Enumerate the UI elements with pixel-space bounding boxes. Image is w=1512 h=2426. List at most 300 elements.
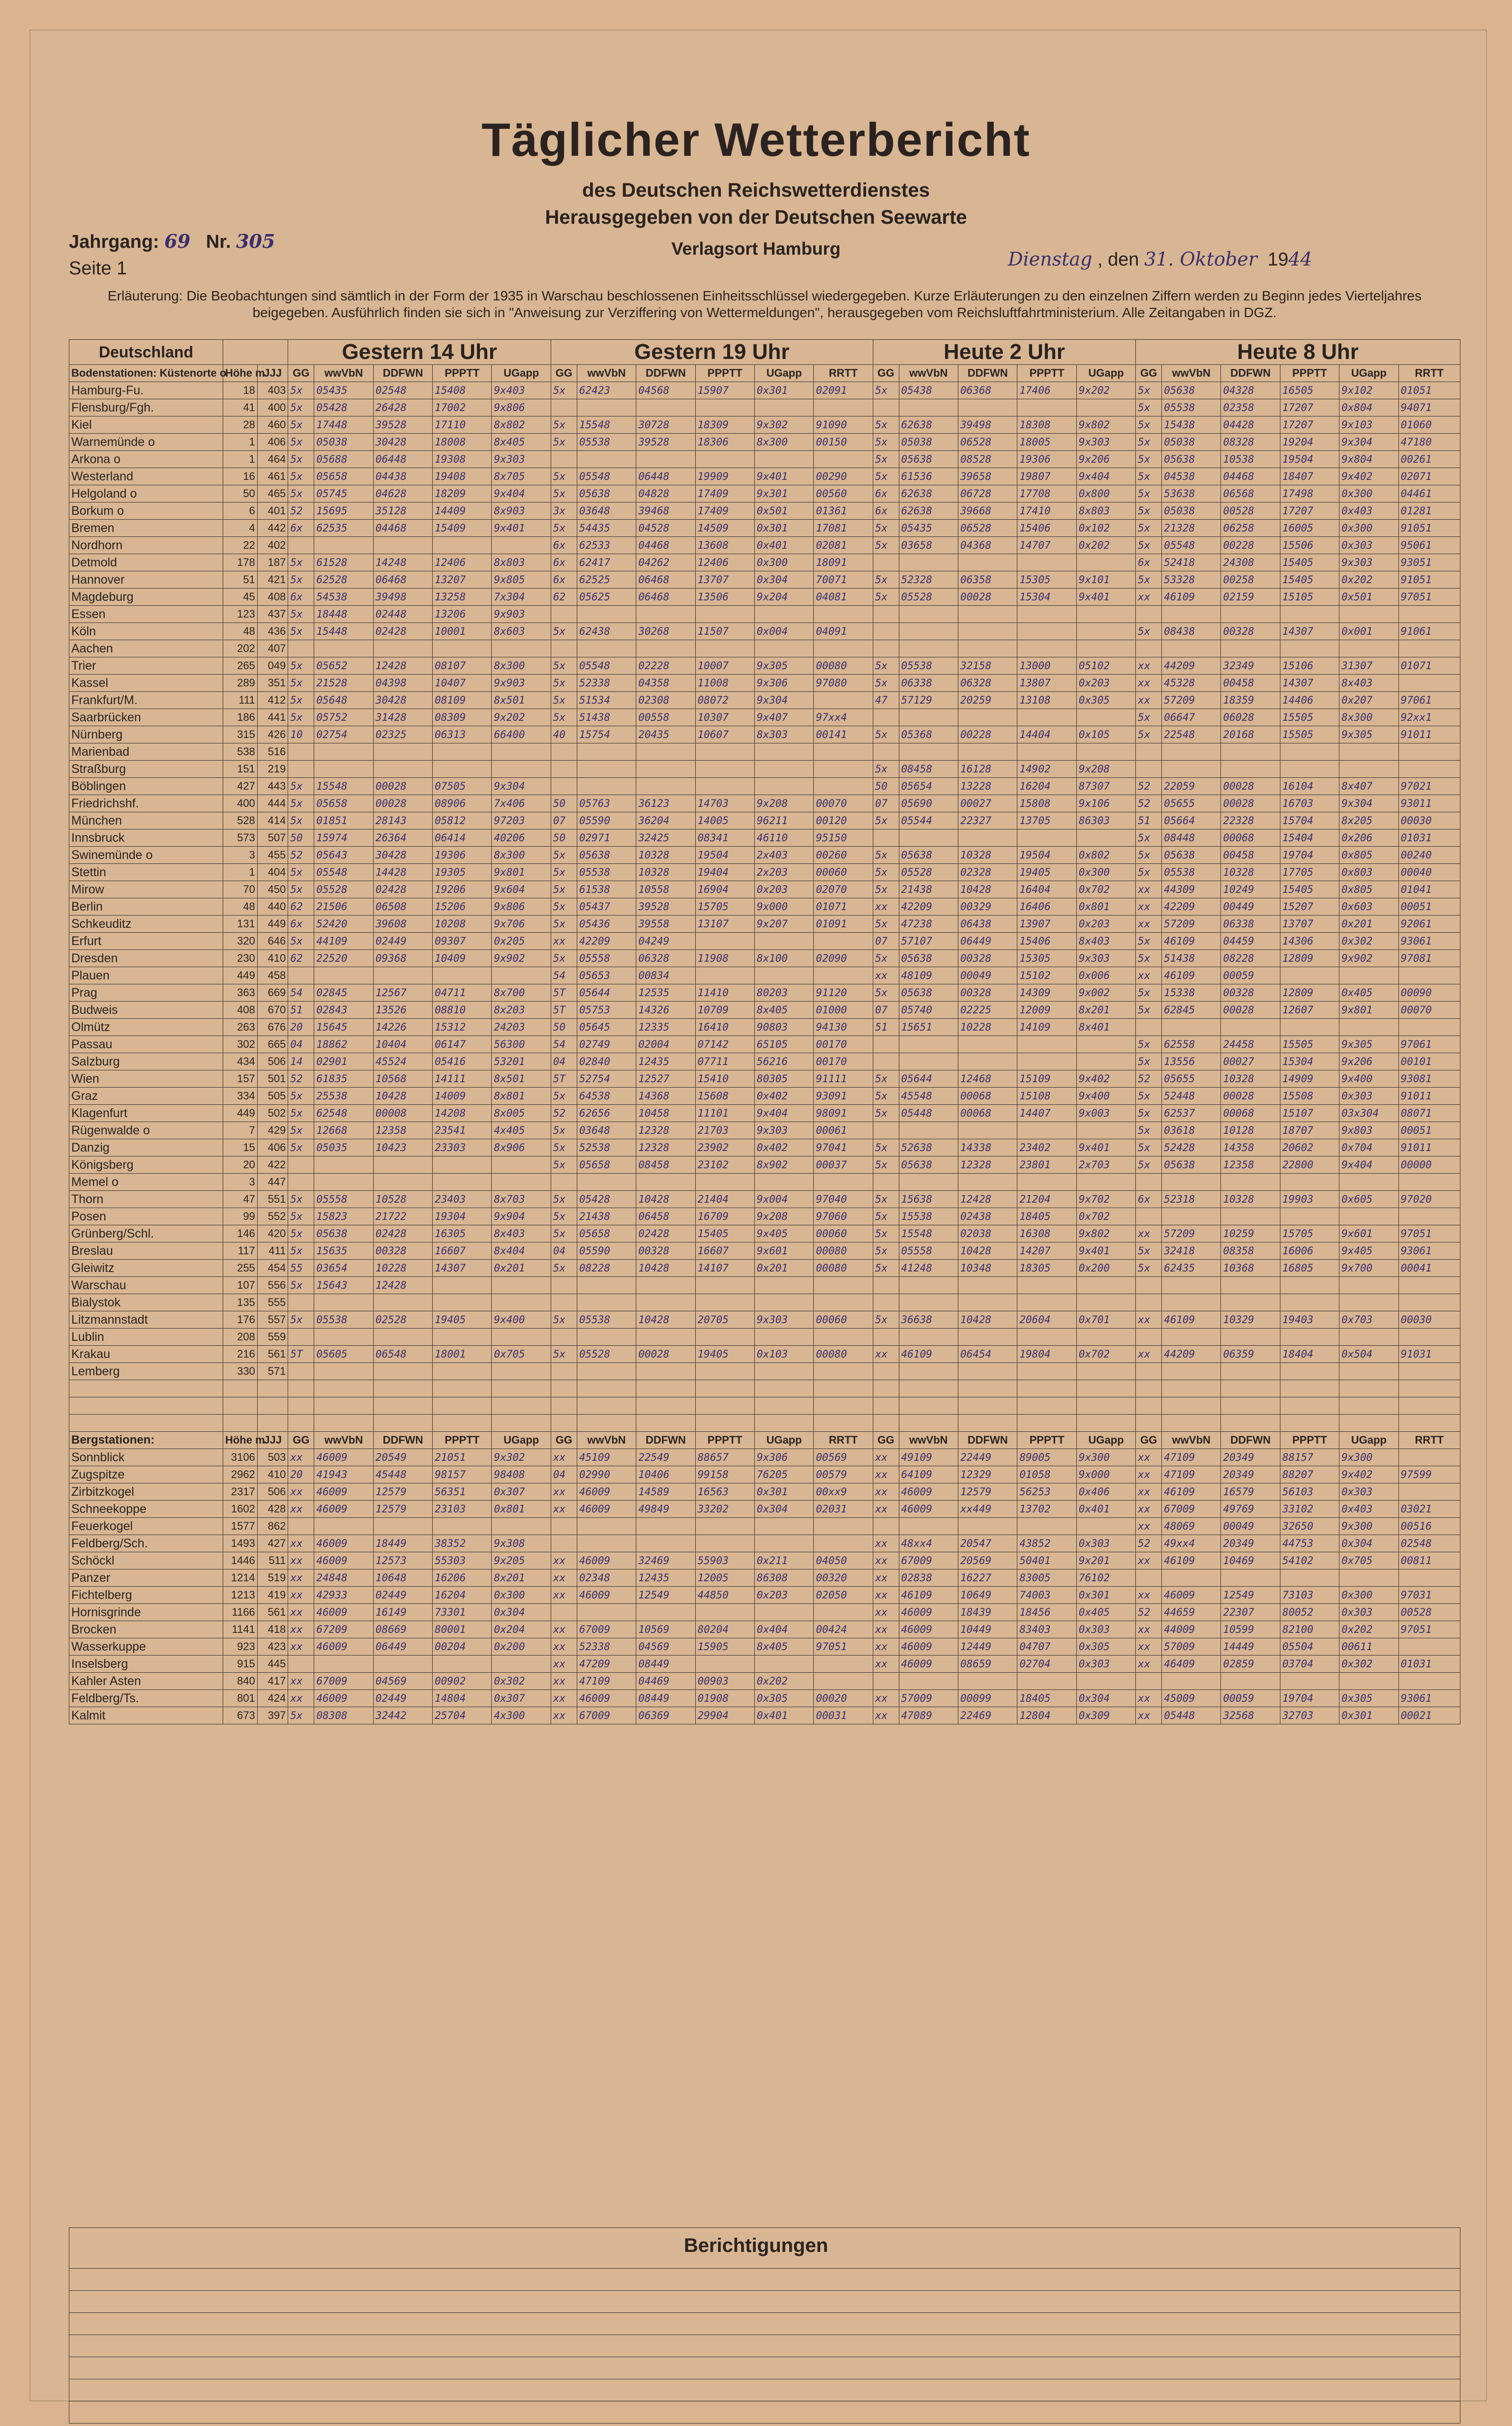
observation-cell: 12428 [373, 657, 432, 675]
observation-cell [1076, 1053, 1135, 1070]
observation-cell: 16104 [1280, 778, 1339, 795]
observation-cell [551, 399, 577, 416]
station-height: 178 [223, 554, 257, 571]
mountain-col-header-2-2: DDFWN [958, 1432, 1017, 1449]
station-height: 216 [223, 1346, 257, 1363]
station-height: 1 [223, 434, 257, 451]
observation-cell: 10558 [636, 881, 695, 898]
observation-cell: 5x [288, 485, 314, 503]
station-height: 434 [223, 1053, 257, 1070]
observation-cell: 9x303 [492, 451, 551, 468]
observation-cell: 42209 [1162, 898, 1221, 916]
observation-cell [814, 606, 873, 623]
observation-cell: 62 [551, 589, 577, 606]
observation-cell [814, 967, 873, 984]
mountain-row [69, 1690, 1460, 1707]
observation-cell [492, 537, 551, 554]
observation-cell [314, 743, 373, 761]
observation-cell: 19405 [1017, 864, 1076, 881]
observation-cell: xx [873, 898, 899, 916]
observation-cell: 14307 [433, 1260, 492, 1277]
observation-cell: 00020 [814, 1690, 873, 1707]
observation-cell: 47089 [899, 1707, 958, 1724]
observation-cell: 13526 [373, 1002, 432, 1019]
observation-cell: 5x [873, 984, 899, 1002]
observation-cell: 08528 [958, 451, 1017, 468]
observation-cell: 18439 [958, 1604, 1017, 1621]
observation-cell [636, 1174, 695, 1191]
observation-cell [814, 743, 873, 761]
observation-cell: 5x [1136, 1156, 1162, 1174]
station-height: 3 [223, 1174, 257, 1191]
observation-cell: 12468 [958, 1070, 1017, 1088]
station-jjj: 455 [257, 847, 288, 864]
observation-cell [373, 1174, 432, 1191]
station-name: Breslau [69, 1243, 223, 1260]
observation-cell [636, 399, 695, 416]
station-name: Kiel [69, 416, 223, 434]
observation-cell: 15304 [1280, 1053, 1339, 1070]
station-jjj: 397 [257, 1707, 288, 1724]
observation-cell: 06548 [373, 1346, 432, 1363]
observation-cell: 62438 [577, 623, 636, 640]
station-jjj: 402 [257, 537, 288, 554]
observation-cell: 05638 [1162, 1156, 1221, 1174]
station-name: Litzmannstadt [69, 1311, 223, 1329]
observation-cell: 5x [288, 812, 314, 829]
observation-cell: 00558 [636, 709, 695, 726]
mountain-row [69, 1621, 1460, 1638]
observation-cell: 51438 [577, 709, 636, 726]
observation-cell: 5x [551, 1122, 577, 1139]
station-jjj: 422 [257, 1156, 288, 1174]
observation-cell [899, 1036, 958, 1053]
station-jjj: 406 [257, 1139, 288, 1156]
observation-cell: 05436 [577, 916, 636, 933]
observation-cell: 39498 [373, 589, 432, 606]
observation-cell: 62535 [314, 520, 373, 537]
observation-cell: 5x [551, 881, 577, 898]
observation-cell: xx [1136, 692, 1162, 709]
observation-cell: 52338 [577, 675, 636, 692]
station-jjj: 418 [257, 1621, 288, 1638]
observation-cell: 5x [873, 1191, 899, 1208]
observation-cell: 09307 [433, 933, 492, 950]
observation-cell: 52 [551, 1105, 577, 1122]
observation-cell [577, 399, 636, 416]
observation-cell: 52 [288, 847, 314, 864]
observation-cell: 2x403 [754, 847, 813, 864]
observation-cell: 06369 [636, 1707, 695, 1724]
observation-cell: 39498 [958, 416, 1017, 434]
observation-cell: 47109 [1162, 1466, 1221, 1483]
observation-cell: 00170 [814, 1053, 873, 1070]
observation-cell: 04569 [636, 1638, 695, 1656]
observation-cell: 8x801 [492, 1088, 551, 1105]
observation-cell: 02840 [577, 1053, 636, 1070]
observation-cell: 04468 [636, 537, 695, 554]
observation-cell: 08906 [433, 795, 492, 812]
observation-cell: 8x205 [1339, 812, 1398, 829]
observation-cell: 0x404 [754, 1621, 813, 1638]
observation-cell: 05590 [577, 1243, 636, 1260]
observation-cell [873, 554, 899, 571]
observation-cell [814, 1174, 873, 1191]
observation-cell: 44209 [1162, 657, 1221, 675]
observation-cell: 5x [1136, 571, 1162, 589]
station-row [69, 1174, 1460, 1191]
observation-cell: 5x [288, 606, 314, 623]
observation-cell [1280, 1363, 1339, 1380]
station-name: Königsberg [69, 1156, 223, 1174]
observation-cell: 06468 [373, 571, 432, 589]
observation-cell [695, 399, 754, 416]
observation-cell: 0x403 [1339, 1501, 1398, 1518]
observation-cell: 20602 [1280, 1139, 1339, 1156]
observation-cell: 05654 [899, 778, 958, 795]
observation-cell: 01060 [1398, 416, 1460, 434]
station-name: Friedrichshf. [69, 795, 223, 812]
observation-cell: 9x302 [492, 1449, 551, 1466]
observation-cell: 9x300 [1339, 1449, 1398, 1466]
observation-cell: 49xx4 [1162, 1535, 1221, 1552]
observation-cell: 14804 [433, 1690, 492, 1707]
observation-cell: 5x [551, 1346, 577, 1363]
observation-cell: 05638 [1162, 451, 1221, 468]
observation-cell [754, 606, 813, 623]
observation-cell [1076, 554, 1135, 571]
observation-cell: 91061 [1398, 623, 1460, 640]
observation-cell: 14208 [433, 1105, 492, 1122]
station-jjj: 556 [257, 1277, 288, 1294]
observation-cell: 93011 [1398, 795, 1460, 812]
station-row [69, 503, 1460, 520]
weekday: Dienstag [1008, 248, 1093, 270]
observation-cell: 0x704 [1339, 1139, 1398, 1156]
observation-cell: 00068 [958, 1088, 1017, 1105]
observation-cell: 14368 [636, 1088, 695, 1105]
col-header-3-1: wwVbN [1162, 365, 1221, 382]
observation-cell: 10328 [958, 847, 1017, 864]
observation-cell: 46009 [577, 1587, 636, 1604]
observation-cell [577, 640, 636, 657]
observation-cell: 15305 [1017, 950, 1076, 967]
mountain-row [69, 1707, 1460, 1724]
observation-cell: 5x [873, 1105, 899, 1122]
observation-cell: 04468 [373, 520, 432, 537]
observation-cell [958, 1673, 1017, 1690]
observation-cell: 46009 [314, 1638, 373, 1656]
observation-cell: 5x [551, 434, 577, 451]
mountain-col-header-1-0: GG [551, 1432, 577, 1449]
observation-cell: 12668 [314, 1122, 373, 1139]
observation-cell: 00528 [1398, 1604, 1460, 1621]
observation-cell: 8x300 [1339, 709, 1398, 726]
observation-cell: 16709 [695, 1208, 754, 1225]
observation-cell: 9x106 [1076, 795, 1135, 812]
observation-cell: 08449 [636, 1656, 695, 1673]
observation-cell [373, 1294, 432, 1311]
observation-cell: 05638 [899, 1156, 958, 1174]
observation-cell: 39528 [373, 416, 432, 434]
station-name: Schneekoppe [69, 1501, 223, 1518]
observation-cell: 5x [1136, 1105, 1162, 1122]
station-jjj: 511 [257, 1552, 288, 1569]
observation-cell: 5x [551, 950, 577, 967]
observation-cell: 97041 [814, 1139, 873, 1156]
observation-cell [873, 1277, 899, 1294]
observation-cell: 02838 [899, 1569, 958, 1587]
observation-cell: 45448 [373, 1466, 432, 1483]
mountain-row [69, 1587, 1460, 1604]
observation-cell: 02449 [373, 933, 432, 950]
observation-cell: 07 [873, 795, 899, 812]
observation-cell: 8x501 [492, 1070, 551, 1088]
observation-cell [1136, 1673, 1162, 1690]
observation-cell: 6x [551, 537, 577, 554]
observation-cell: 01851 [314, 812, 373, 829]
station-name: Kalmit [69, 1707, 223, 1724]
date-line [1008, 248, 1312, 270]
observation-cell: 00328 [1221, 623, 1280, 640]
observation-cell: 8x404 [492, 1243, 551, 1260]
observation-cell: 02971 [577, 829, 636, 847]
observation-cell: 10348 [958, 1260, 1017, 1277]
observation-cell: 97599 [1398, 1466, 1460, 1483]
observation-cell: 80204 [695, 1621, 754, 1638]
observation-cell: 00068 [1221, 829, 1280, 847]
observation-cell [1162, 1019, 1221, 1036]
observation-cell: 8x300 [492, 657, 551, 675]
observation-cell: 52 [288, 503, 314, 520]
year-prefix: 19 [1267, 249, 1289, 270]
station-height: 28 [223, 416, 257, 434]
observation-cell: 36638 [899, 1311, 958, 1329]
mountain-col-header-1-4: UGapp [754, 1432, 813, 1449]
observation-cell: 0x303 [1339, 1088, 1398, 1105]
observation-cell: 0x302 [1339, 1656, 1398, 1673]
observation-cell: 91011 [1398, 1088, 1460, 1105]
station-height: 123 [223, 606, 257, 623]
station-height: 315 [223, 726, 257, 743]
observation-cell: 05590 [577, 812, 636, 829]
observation-cell: 45109 [577, 1449, 636, 1466]
mountain-row [69, 1569, 1460, 1587]
observation-cell: 91120 [814, 984, 873, 1002]
station-jjj: 428 [257, 1501, 288, 1518]
observation-cell: 0x300 [1339, 485, 1398, 503]
mountain-col-height: Höhe m [223, 1432, 257, 1449]
station-jjj: 408 [257, 589, 288, 606]
observation-cell: 06028 [1221, 709, 1280, 726]
observation-cell: 14 [288, 1053, 314, 1070]
jahrgang-value: 69 [164, 230, 191, 252]
observation-cell: 46009 [899, 1501, 958, 1518]
station-name: Schkeuditz [69, 916, 223, 933]
observation-cell: 14107 [695, 1260, 754, 1277]
observation-cell: 33102 [1280, 1501, 1339, 1518]
station-name: Fichtelberg [69, 1587, 223, 1604]
observation-cell: 46009 [314, 1604, 373, 1621]
observation-cell: 14409 [433, 503, 492, 520]
station-jjj: 414 [257, 812, 288, 829]
observation-cell: 00834 [636, 967, 695, 984]
observation-cell: 0x300 [1339, 520, 1398, 537]
observation-cell [1076, 1673, 1135, 1690]
mountain-col-header-0-3: PPPTT [433, 1432, 492, 1449]
observation-cell: 5x [873, 416, 899, 434]
observation-cell: 21506 [314, 898, 373, 916]
observation-cell: 22469 [958, 1707, 1017, 1724]
observation-cell [1398, 1673, 1460, 1690]
observation-cell [1339, 1174, 1398, 1191]
observation-cell: 9x304 [492, 778, 551, 795]
observation-cell [873, 1294, 899, 1311]
observation-cell: 8x403 [1339, 675, 1398, 692]
observation-cell: 47109 [1162, 1449, 1221, 1466]
observation-cell: 30428 [373, 692, 432, 709]
station-name: Hamburg-Fu. [69, 382, 223, 399]
observation-cell: 06313 [433, 726, 492, 743]
observation-cell: 46009 [314, 1690, 373, 1707]
observation-cell: 05658 [577, 1225, 636, 1243]
observation-cell [873, 709, 899, 726]
observation-cell: 16308 [1017, 1225, 1076, 1243]
station-row [69, 1156, 1460, 1174]
observation-cell: 05548 [577, 657, 636, 675]
observation-cell: 14428 [373, 864, 432, 881]
observation-cell: 46009 [314, 1449, 373, 1466]
observation-cell [1136, 1363, 1162, 1380]
observation-cell: 4x405 [492, 1122, 551, 1139]
observation-cell: 5x [288, 933, 314, 950]
observation-cell: 02438 [958, 1208, 1017, 1225]
observation-cell: 95061 [1398, 537, 1460, 554]
blank-row [69, 1397, 1460, 1415]
observation-cell: 05648 [314, 692, 373, 709]
observation-cell: 0x203 [1076, 675, 1135, 692]
observation-cell: 12804 [1017, 1707, 1076, 1724]
observation-cell: 10328 [636, 864, 695, 881]
station-row [69, 1019, 1460, 1036]
observation-cell: xx [551, 1690, 577, 1707]
observation-cell: 0x201 [492, 1260, 551, 1277]
observation-cell: 21703 [695, 1122, 754, 1139]
observation-cell [1076, 623, 1135, 640]
observation-cell: 06508 [373, 898, 432, 916]
observation-cell: 91011 [1398, 1139, 1460, 1156]
observation-cell: 18305 [1017, 1260, 1076, 1277]
observation-cell: 15206 [433, 898, 492, 916]
observation-cell: 04459 [1221, 933, 1280, 950]
observation-cell: 38352 [433, 1535, 492, 1552]
observation-cell [433, 537, 492, 554]
observation-cell [314, 1294, 373, 1311]
observation-cell: 62845 [1162, 1002, 1221, 1019]
observation-cell [433, 1518, 492, 1535]
station-name: München [69, 812, 223, 829]
observation-cell [1221, 1673, 1280, 1690]
observation-cell: 12005 [695, 1569, 754, 1587]
observation-cell: 2x703 [1076, 1156, 1135, 1174]
station-row [69, 881, 1460, 898]
observation-cell: 25704 [433, 1707, 492, 1724]
observation-cell [899, 554, 958, 571]
observation-cell [958, 1329, 1017, 1346]
observation-cell: 9x903 [492, 675, 551, 692]
nr-value: 305 [236, 230, 275, 252]
observation-cell: 6x [873, 485, 899, 503]
observation-cell [1398, 675, 1460, 692]
observation-cell: 36123 [636, 795, 695, 812]
observation-cell: 14307 [1280, 623, 1339, 640]
station-row [69, 520, 1460, 537]
observation-cell: 14703 [695, 795, 754, 812]
observation-cell: 5x [551, 520, 577, 537]
observation-cell: 5x [551, 1139, 577, 1156]
observation-cell: xx [1136, 1466, 1162, 1483]
observation-cell: 0x304 [754, 571, 813, 589]
observation-cell: 05658 [314, 795, 373, 812]
observation-cell [577, 1363, 636, 1380]
observation-cell [695, 1277, 754, 1294]
observation-cell: 08309 [433, 709, 492, 726]
station-height: 16 [223, 468, 257, 485]
observation-cell [1398, 1363, 1460, 1380]
observation-cell: 02081 [814, 537, 873, 554]
observation-cell: 9x804 [1339, 451, 1398, 468]
observation-cell: 0x705 [492, 1346, 551, 1363]
mountain-col-header-2-0: GG [873, 1432, 899, 1449]
observation-cell: xx [1136, 881, 1162, 898]
observation-cell: 08458 [899, 761, 958, 778]
observation-cell: 9x903 [492, 606, 551, 623]
observation-cell: 03654 [314, 1260, 373, 1277]
station-height: 176 [223, 1311, 257, 1329]
observation-cell: 93061 [1398, 1690, 1460, 1707]
station-jjj: 507 [257, 829, 288, 847]
observation-cell: 46009 [899, 1656, 958, 1673]
station-height: 202 [223, 640, 257, 657]
observation-cell: 86303 [1076, 812, 1135, 829]
station-jjj: 401 [257, 503, 288, 520]
observation-cell: 0x207 [1339, 692, 1398, 709]
observation-cell: 5x [873, 468, 899, 485]
observation-cell: 30728 [636, 416, 695, 434]
observation-cell [873, 1363, 899, 1380]
observation-cell [577, 451, 636, 468]
observation-cell: 18404 [1280, 1346, 1339, 1363]
observation-cell: 52 [1136, 1604, 1162, 1621]
station-jjj: 555 [257, 1294, 288, 1311]
station-jjj: 449 [257, 916, 288, 933]
observation-cell: 5x [1136, 864, 1162, 881]
station-jjj: 571 [257, 1363, 288, 1380]
observation-cell: 08071 [1398, 1105, 1460, 1122]
observation-cell [1339, 606, 1398, 623]
observation-cell [551, 778, 577, 795]
observation-cell: 13107 [695, 916, 754, 933]
observation-cell: 05558 [577, 950, 636, 967]
station-name: Memel o [69, 1174, 223, 1191]
observation-cell [958, 1174, 1017, 1191]
observation-cell [1398, 743, 1460, 761]
station-height: 1493 [223, 1535, 257, 1552]
mountain-row [69, 1535, 1460, 1552]
observation-cell: 15505 [1280, 726, 1339, 743]
station-row [69, 1208, 1460, 1225]
observation-cell: 14404 [1017, 726, 1076, 743]
